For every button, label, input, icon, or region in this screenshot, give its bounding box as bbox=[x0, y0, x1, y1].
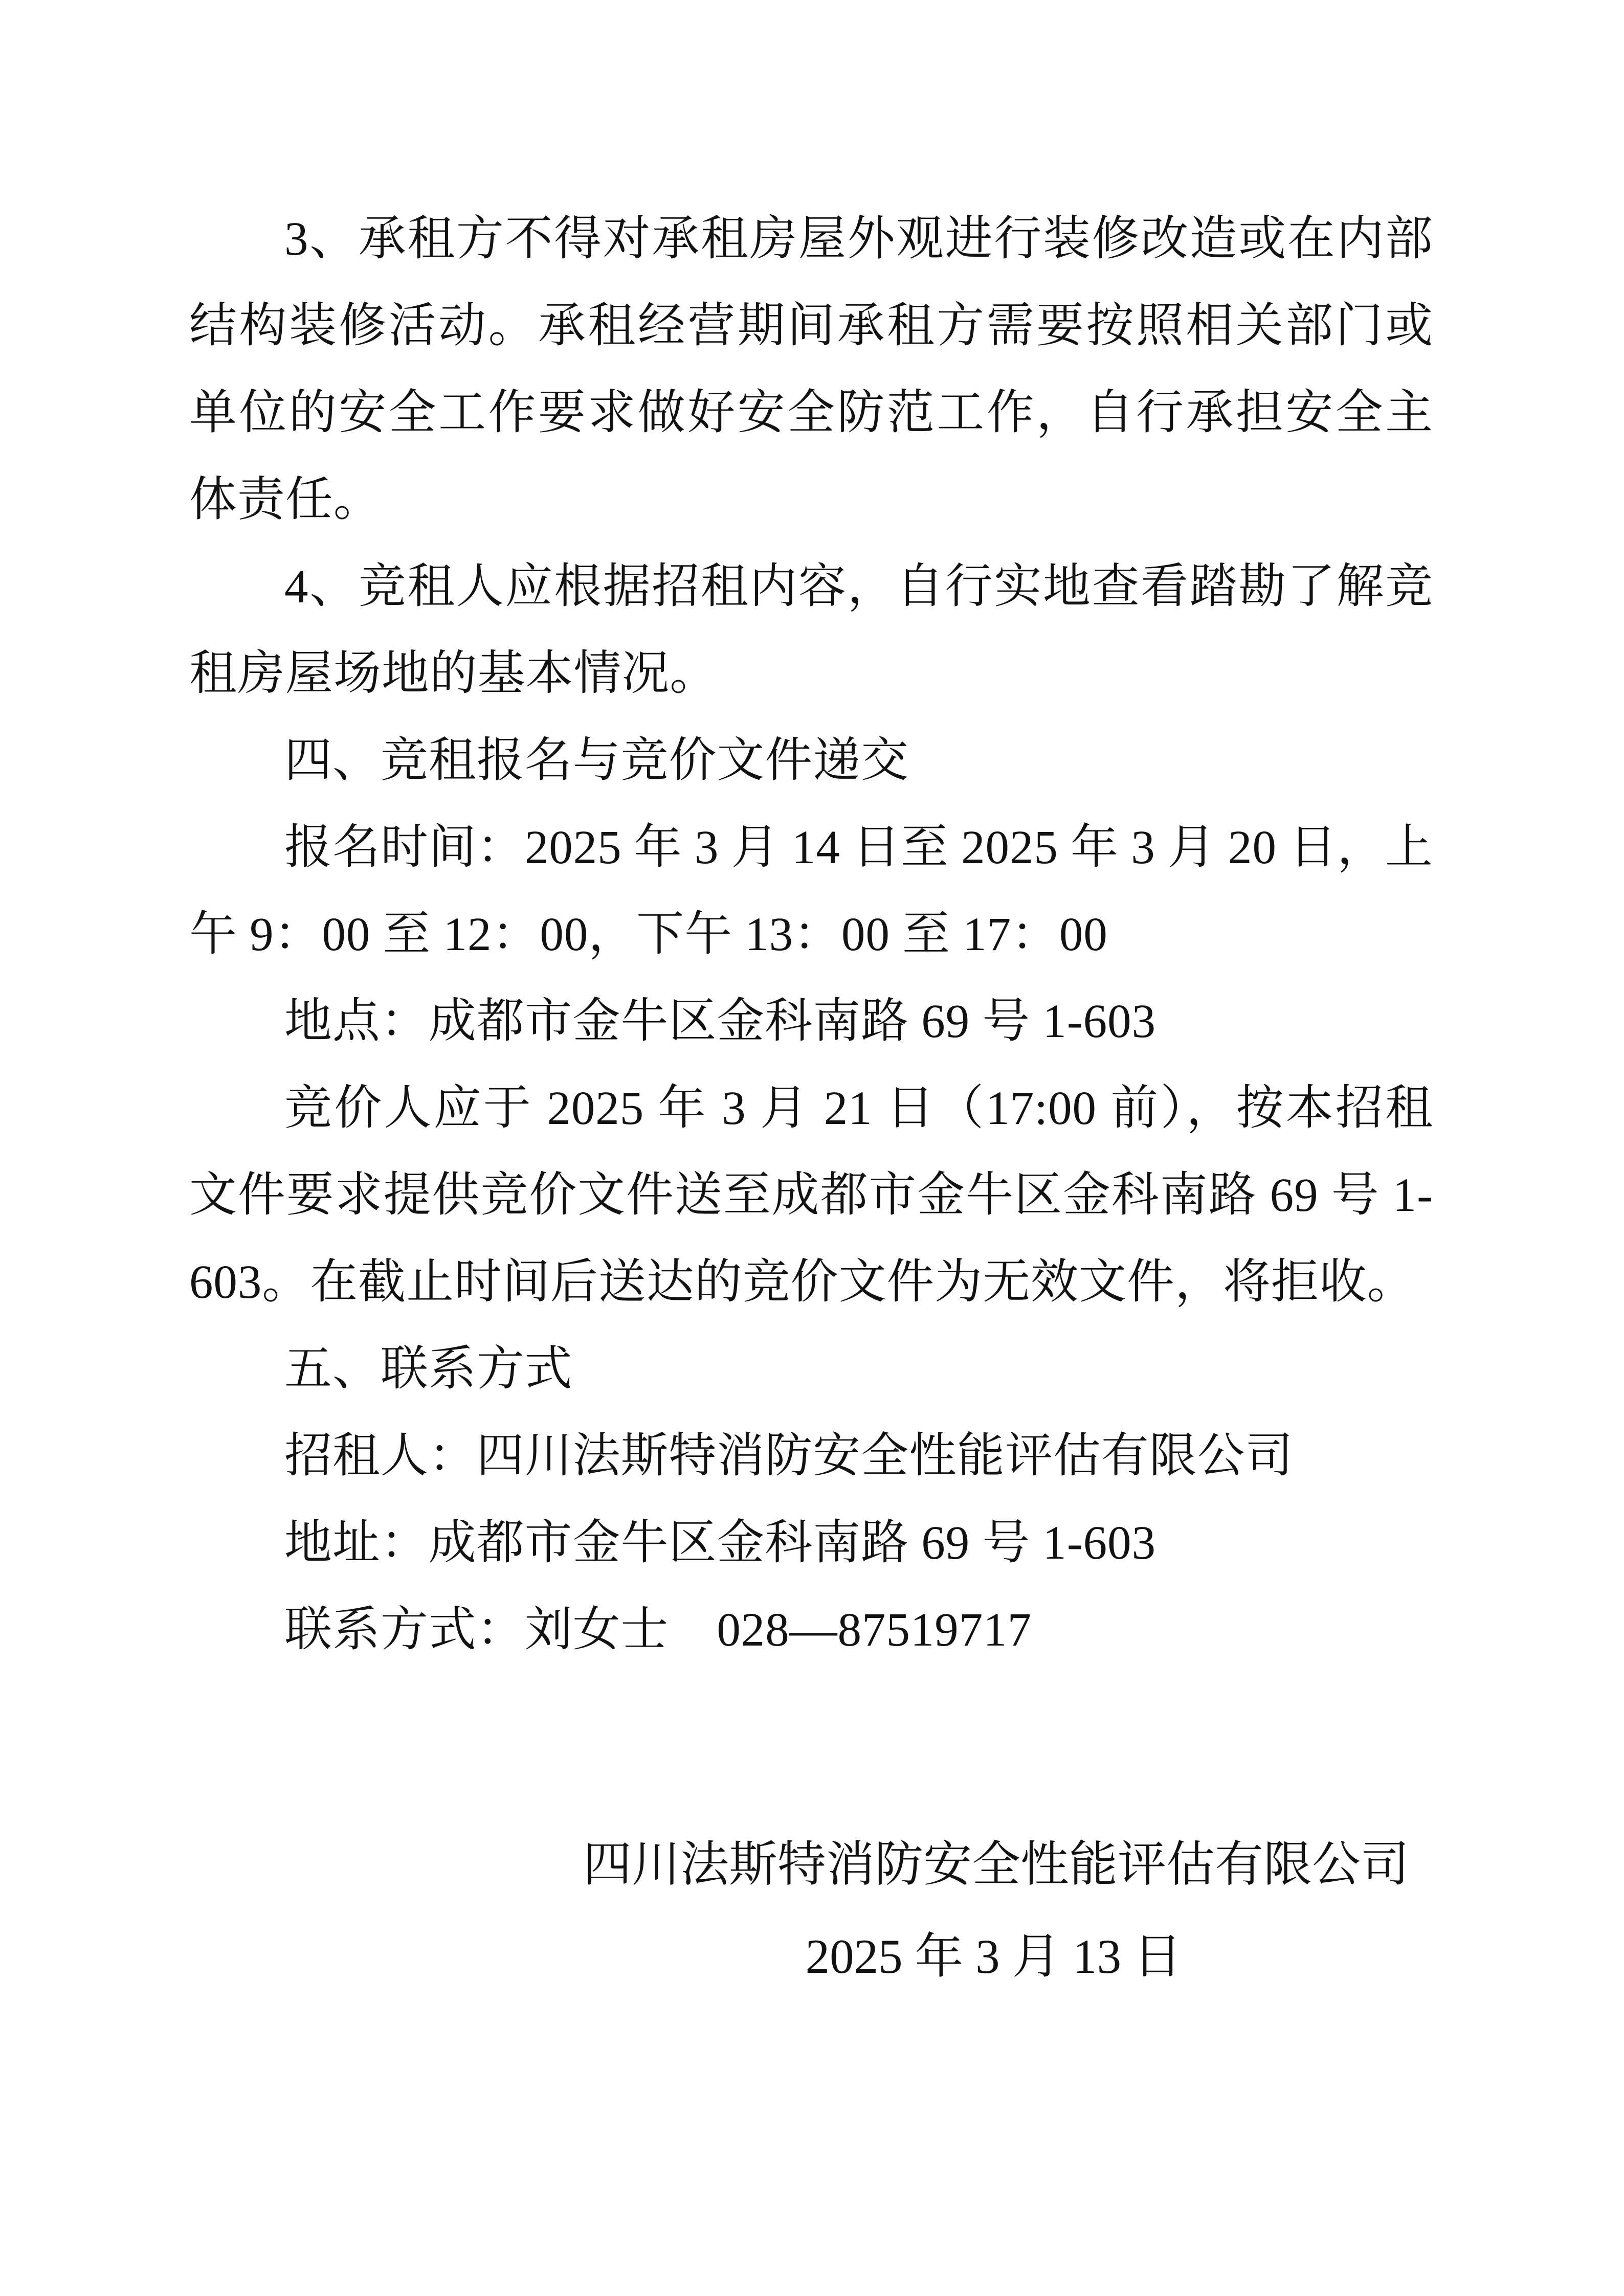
signature-block bbox=[583, 1818, 1410, 2002]
landlord-name: 招租人：四川法斯特消防安全性能评估有限公司 bbox=[284, 1430, 1294, 1482]
document-body bbox=[189, 196, 1433, 1674]
registration-time: 报名时间：2025 年 3 月 14 日至 2025 年 3 月 20 日，上午 9：00 至 12：00，下午 13：00 至 17：00 bbox=[189, 821, 1433, 961]
landlord-address: 地址：成都市金牛区金科南路 69 号 1-603 bbox=[284, 1517, 1156, 1569]
registration-location: 地点：成都市金牛区金科南路 69 号 1-603 bbox=[284, 995, 1156, 1048]
signature-date: 2025 年 3 月 13 日 bbox=[805, 1929, 1182, 1984]
contact-person-phone: 联系方式：刘女士 028—87519717 bbox=[284, 1604, 1032, 1656]
section-heading-contact: 五、联系方式 bbox=[284, 1343, 573, 1395]
clause-4-site-inspection: 4、竞租人应根据招租内容，自行实地查看踏勘了解竞租房屋场地的基本情况。 bbox=[189, 560, 1433, 700]
section-heading-registration: 四、竞租报名与竞价文件递交 bbox=[284, 734, 909, 787]
signature-company: 四川法斯特消防安全性能评估有限公司 bbox=[583, 1837, 1410, 1892]
bid-submission-deadline: 竞价人应于 2025 年 3 月 21 日（17:00 前），按本招租文件要求提供竞价文件送至成都市金牛区金科南路 69 号 1-603。在截止时间后送达的竞价文件为无效文件，将拒收。 bbox=[189, 1082, 1433, 1309]
clause-3-no-renovation: 3、承租方不得对承租房屋外观进行装修改造或在内部结构装修活动。承租经营期间承租方需要按照相关部门或单位的安全工作要求做好安全防范工作，自行承担安全主体责任。 bbox=[189, 213, 1433, 526]
